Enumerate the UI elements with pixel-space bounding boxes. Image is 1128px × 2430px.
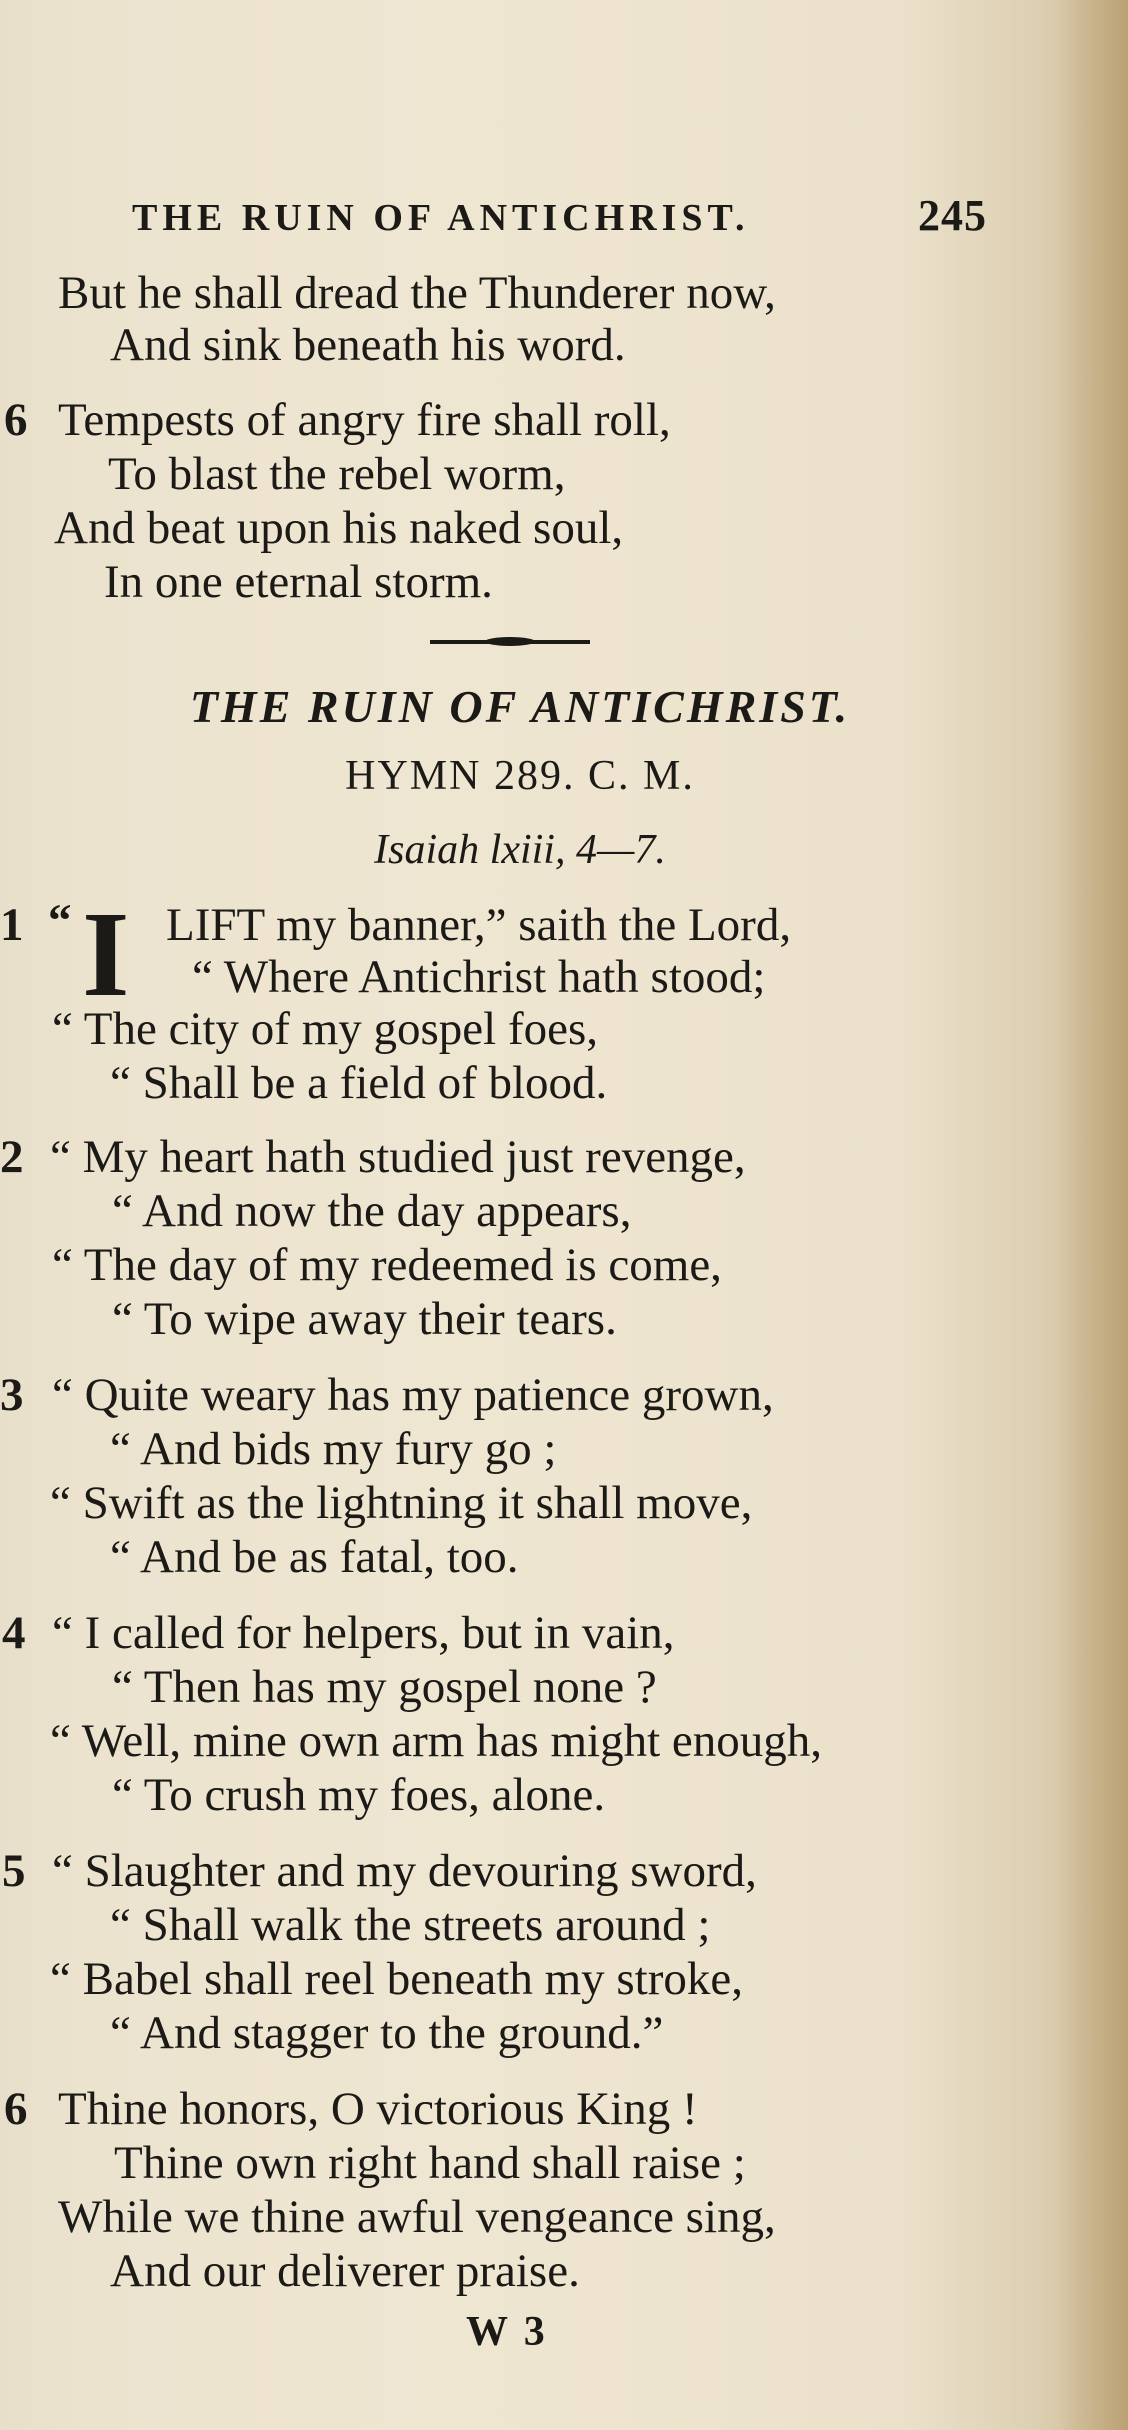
- prev-stanza-line-4: In one eternal storm.: [104, 556, 493, 608]
- stanza-1-open-quote: “: [48, 895, 72, 947]
- stanza-5-line-1: “ Slaughter and my devouring sword,: [52, 1845, 757, 1897]
- page-edge-shading: [1058, 0, 1128, 2430]
- stanza-1-line-1: LIFT my banner,” saith the Lord,: [166, 899, 792, 951]
- stanza-1-line-3: “ The city of my gospel foes,: [52, 1003, 599, 1055]
- stanza-2-line-1: “ My heart hath studied just revenge,: [50, 1131, 746, 1183]
- stanza-4-line-4: “ To crush my foes, alone.: [112, 1769, 606, 1821]
- stanza-1-line-4: “ Shall be a field of blood.: [110, 1057, 608, 1109]
- hymn-title: THE RUIN OF ANTICHRIST.: [189, 681, 851, 732]
- prev-line-2: And sink beneath his word.: [110, 319, 626, 371]
- stanza-4-line-1: “ I called for helpers, but in vain,: [52, 1607, 675, 1659]
- stanza-5-line-4: “ And stagger to the ground.”: [110, 2007, 664, 2059]
- stanza-6-line-3: While we thine awful vengeance sing,: [58, 2191, 776, 2243]
- stanza-3-line-3: “ Swift as the lightning it shall move,: [50, 1477, 753, 1529]
- prev-stanza-line-2: To blast the rebel worm,: [108, 448, 566, 500]
- prev-stanza-line-3: And beat upon his naked soul,: [54, 502, 624, 554]
- signature-mark: W 3: [466, 2309, 548, 2355]
- prev-line-1: But he shall dread the Thunderer now,: [58, 267, 776, 319]
- page-number: 245: [918, 191, 987, 240]
- running-head-title: THE RUIN OF ANTICHRIST.: [132, 197, 750, 239]
- stanza-6-line-2: Thine own right hand shall raise ;: [114, 2137, 746, 2189]
- hymn-heading: HYMN 289. C. M.: [345, 753, 695, 799]
- stanza-6-number: 6: [4, 2083, 28, 2135]
- stanza-6-line-1: Thine honors, O victorious King !: [58, 2083, 698, 2135]
- stanza-2-line-2: “ And now the day appears,: [112, 1185, 632, 1237]
- prev-stanza-number: 6: [4, 394, 28, 446]
- stanza-5-number: 5: [2, 1845, 26, 1897]
- stanza-2-line-3: “ The day of my redeemed is come,: [52, 1239, 722, 1291]
- stanza-2-line-4: “ To wipe away their tears.: [112, 1293, 617, 1345]
- stanza-5-line-3: “ Babel shall reel beneath my stroke,: [50, 1953, 743, 2005]
- stanza-4-line-2: “ Then has my gospel none ?: [112, 1661, 657, 1713]
- prev-stanza-line-1: Tempests of angry fire shall roll,: [58, 394, 671, 446]
- scripture-reference: Isaiah lxiii, 4—7.: [374, 827, 666, 873]
- stanza-3-line-1: “ Quite weary has my patience grown,: [52, 1369, 774, 1421]
- stanza-1-number: 1: [0, 899, 24, 951]
- stanza-6-line-4: And our deliverer praise.: [110, 2245, 580, 2297]
- stanza-2-number: 2: [0, 1131, 24, 1183]
- stanza-4-number: 4: [2, 1607, 26, 1659]
- stanza-5-line-2: “ Shall walk the streets around ;: [110, 1899, 711, 1951]
- drop-cap: I: [82, 887, 130, 1022]
- section-divider: [430, 640, 590, 644]
- stanza-1-line-2: “ Where Antichrist hath stood;: [192, 951, 766, 1003]
- stanza-3-line-4: “ And be as fatal, too.: [110, 1531, 519, 1583]
- stanza-4-line-3: “ Well, mine own arm has might enough,: [50, 1715, 823, 1767]
- stanza-3-number: 3: [0, 1369, 24, 1421]
- stanza-3-line-2: “ And bids my fury go ;: [110, 1423, 557, 1475]
- running-head: [132, 191, 1032, 240]
